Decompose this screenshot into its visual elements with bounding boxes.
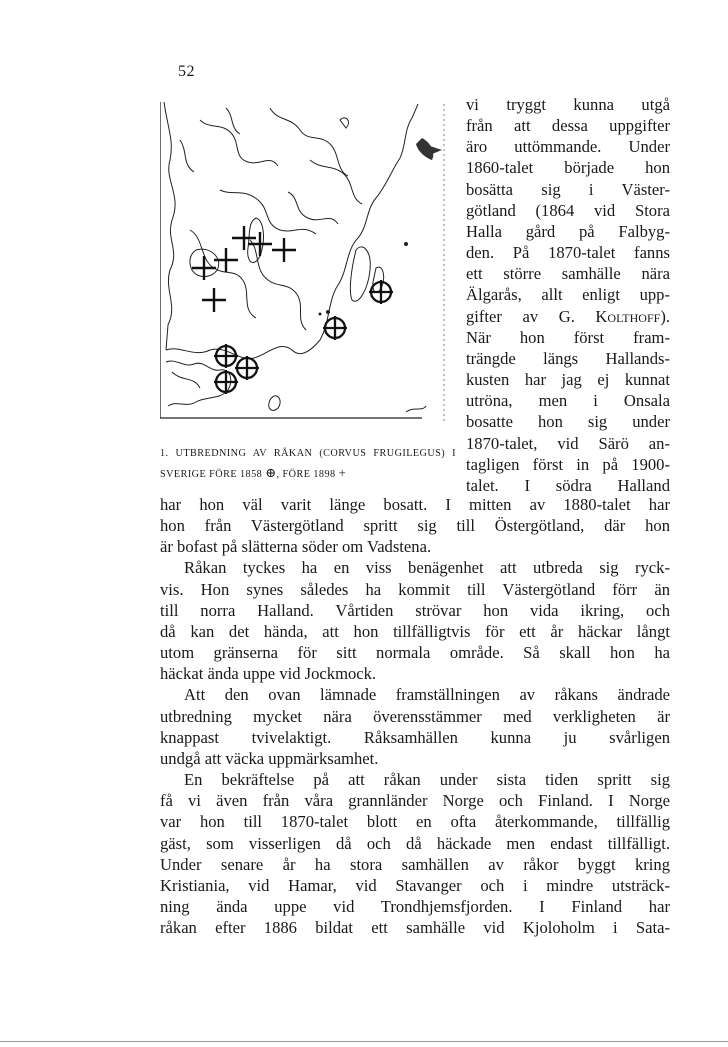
text-line: utröna, men i Onsala (466, 391, 670, 411)
text-line: är bofast på slätterna söder om Vadstena. (160, 537, 432, 557)
bird-sketch (416, 138, 442, 160)
text-line: 1860-talet började hon (466, 158, 670, 178)
text-line: 1870-talet, vid Särö an- (466, 433, 670, 453)
text-line: ning ända uppe vid Trondhjemsfjorden. I Finland har (160, 896, 670, 916)
page-number: 52 (178, 63, 195, 80)
text-line: talet. I södra Halland (466, 475, 670, 495)
main-body-text (160, 494, 670, 938)
figure-caption (160, 444, 456, 484)
cross-symbol: + (338, 465, 347, 480)
text-line-kolthoff (466, 306, 670, 327)
paragraph-start: Att den ovan lämnade framställningen av råkans ändrade (184, 685, 670, 705)
paragraph-start: En bekräftelse på att råkan under sista tiden spritt sig (184, 770, 670, 790)
text-line: kusten har jag ej kunnat (466, 370, 670, 390)
text-line: tagligen först in på 1900- (466, 454, 670, 474)
text-line: ett större samhälle nära (466, 264, 670, 284)
distribution-map (160, 100, 446, 428)
text-line: hon från Västergötland spritt sig till Östergötland, där hon (160, 516, 670, 536)
text-line: När hon först fram- (466, 327, 670, 347)
text-line: trängde längs Hallands- (466, 348, 670, 368)
text-line: Älgarås, allt enligt upp- (466, 285, 670, 305)
text-line: till norra Halland. Vårtiden strövar hon vida ikring, och (160, 600, 670, 620)
text-fragment: ). (660, 306, 670, 326)
text-line: utbredning mycket nära överensstämmer med verkligheten är (160, 706, 670, 726)
markers-before-1898 (192, 226, 296, 312)
text-line: bosatte hon sig under (466, 412, 670, 432)
markers-before-1858 (214, 280, 393, 394)
text-fragment: gifter av G. (466, 306, 596, 326)
text-line: Halla gård på Falbyg- (466, 221, 670, 241)
text-line: råkan efter 1886 bildat ett samhälle vid Kjoloholm i Sata- (160, 918, 670, 938)
text-line: den. På 1870-talet fanns (466, 243, 670, 263)
text-line: utom gränserna för sitt normala område. Så skall hon ha (160, 643, 670, 663)
text-line: häckat ända uppe vid Jockmock. (160, 664, 377, 684)
text-line: gäst, som visserligen då och då häckade men endast tillfälligt. (160, 833, 670, 853)
text-line: har hon väl varit länge bosatt. I mitten av 1880-talet har (160, 495, 670, 514)
right-column-text (466, 94, 670, 496)
text-line: vi tryggt kunna utgå (466, 95, 670, 114)
text-line: från att dessa uppgifter (466, 116, 670, 136)
author-name: Kolthoff (595, 306, 661, 326)
text-line: Under senare år ha stora samhällen av råkor byggt kring (160, 854, 670, 874)
text-line: knappast tvivelaktigt. Råksamhällen kunna ju svårligen (160, 727, 670, 747)
text-line: Kristiania, vid Hamar, vid Stavanger och i mindre utsträck- (160, 875, 670, 895)
text-line: vis. Hon synes således ha kommit till Västergötland förr än (160, 579, 670, 599)
text-line: undgå att väcka uppmärksamhet. (160, 748, 379, 768)
paragraph-start: Råkan tyckes ha en viss benägenhet att utbreda sig ryck- (184, 558, 670, 578)
text-line: då kan det hända, att hon tillfälligtvis för ett år häckar långt (160, 621, 670, 641)
caption-text-2: , FÖRE 1898 (276, 469, 336, 480)
text-line: var hon till 1870-talet blott en ofta återkommande, tillfällig (160, 812, 670, 832)
text-line: äro uttömmande. Under (466, 137, 670, 157)
circled-cross-symbol: ⊕ (265, 465, 277, 480)
text-line: götland (1864 vid Stora (466, 200, 670, 220)
text-line: få vi även från våra grannländer Norge och Finland. I Norge (160, 791, 670, 811)
caption-text: 1. UTBREDNING AV RÅKAN (CORVUS FRUGILEGUS) I SVERIGE FÖRE 1858 (160, 448, 456, 480)
text-line: bosätta sig i Väster- (466, 179, 670, 199)
page-bottom-edge (0, 1041, 728, 1042)
